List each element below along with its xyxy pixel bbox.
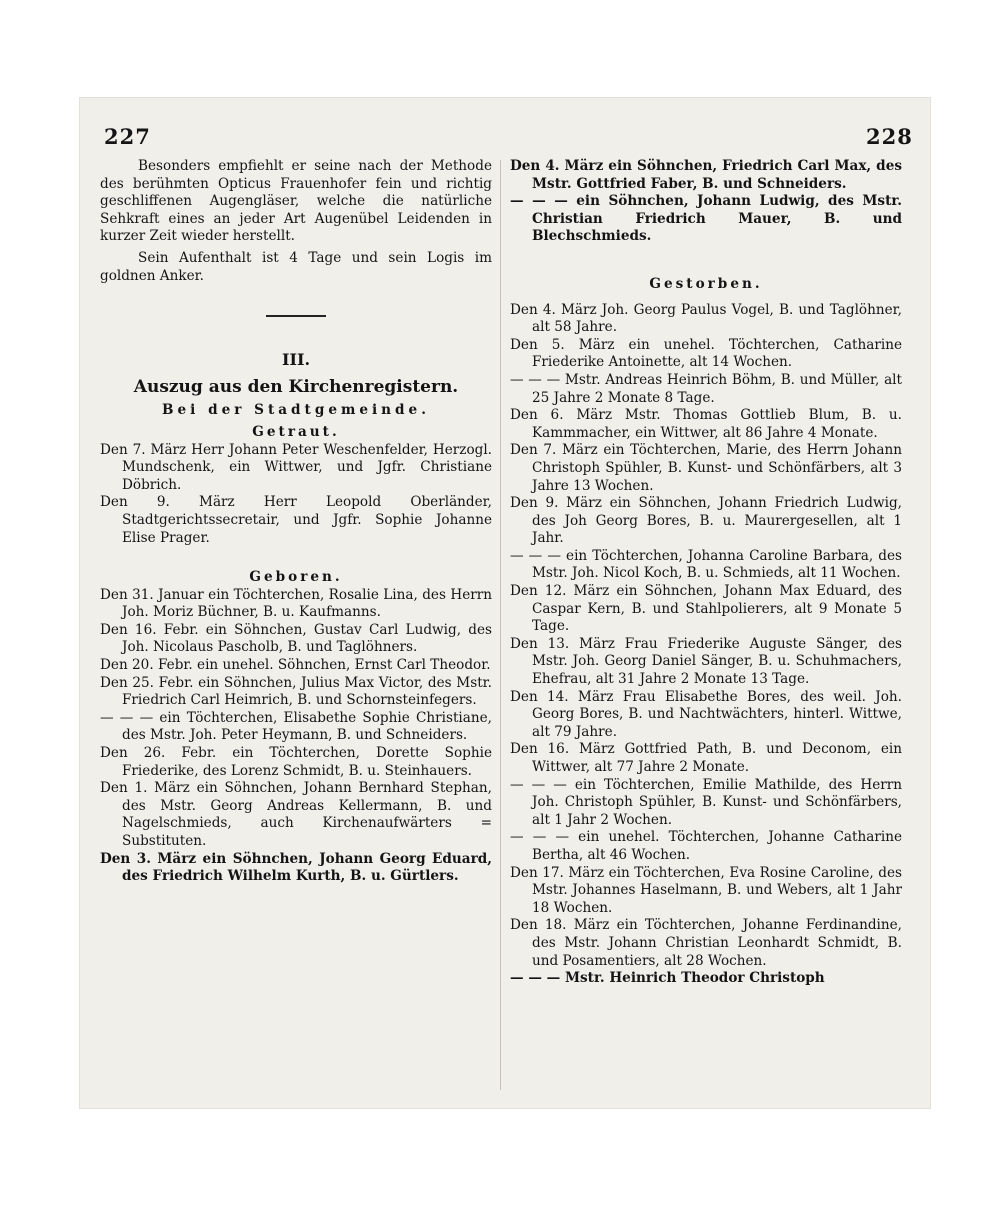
register-entry: — — — Mstr. Heinrich Theodor Christoph xyxy=(510,970,825,987)
gestorben-list xyxy=(510,302,902,988)
separator-rule xyxy=(266,315,326,317)
register-entry: — — — ein unehel. Töchterchen, Johanne Catharine Bertha, alt 46 Wochen. xyxy=(510,829,902,863)
getraut-list xyxy=(100,442,492,548)
register-entry: Den 7. März ein Töchterchen, Marie, des Herrn Johann Christoph Spühler, B. Kunst- und Schönfärbers, alt 3 Jahre 13 Wochen. xyxy=(510,442,902,494)
geboren-heading: Geboren. xyxy=(249,569,343,586)
register-entry: — — — ein Töchterchen, Johanna Caroline Barbara, des Mstr. Joh. Nicol Koch, B. u. Schmieds, alt 11 Wochen. xyxy=(510,547,902,582)
register-entry: — — — Mstr. Andreas Heinrich Böhm, B. und Müller, alt 25 Jahre 2 Monate 8 Tage. xyxy=(510,371,902,406)
geboren-list xyxy=(100,587,492,886)
left-column xyxy=(100,158,492,886)
subsection-title: Bei der Stadtgemeinde. xyxy=(162,402,430,419)
page-number-right: 228 xyxy=(866,124,913,149)
register-entry: — — — ein Töchterchen, Emilie Mathilde, des Herrn Joh. Christoph Spühler, B. Kunst- und Schönfärbers, alt 1 Jahr 2 Wochen. xyxy=(510,776,902,828)
section-number: III. xyxy=(281,350,311,370)
right-column xyxy=(510,158,902,988)
register-entry: Den 20. Febr. ein unehel. Söhnchen, Ernst Carl Theodor. xyxy=(100,657,491,674)
geboren-continued-list xyxy=(510,158,902,246)
register-entry: Den 9. März Herr Leopold Oberländer, Stadtgerichtssecretair, und Jgfr. Sophie Johanne Elise Prager. xyxy=(100,494,492,546)
register-entry: Den 12. März ein Söhnchen, Johann Max Eduard, des Caspar Kern, B. und Stahlpolierers, alt 9 Monate 5 Tage. xyxy=(510,583,902,635)
register-entry: — — — ein Töchterchen, Elisabethe Sophie Christiane, des Mstr. Joh. Peter Heymann, B. und Schneiders. xyxy=(100,709,492,744)
page-number-left: 227 xyxy=(104,124,151,149)
paragraph: Besonders empfiehlt er seine nach der Methode des berühmten Opticus Frauenhofer fein und richtig geschliffenen Augengläser, welche die natürliche Sehkraft eines an jeder Art Augenübel Leidenden in kurzer Zeit wieder herstellt. xyxy=(100,158,492,245)
register-entry: Den 4. März ein Söhnchen, Friedrich Carl Max, des Mstr. Gottfried Faber, B. und Schneiders. xyxy=(510,158,902,192)
register-entry: Den 14. März Frau Elisabethe Bores, des weil. Joh. Georg Bores, B. und Nachtwächters, hinterl. Wittwe, alt 79 Jahre. xyxy=(510,688,902,740)
register-entry: Den 25. Febr. ein Söhnchen, Julius Max Victor, des Mstr. Friedrich Carl Heimrich, B. und Schornsteinfegers. xyxy=(100,674,492,709)
register-entry: Den 1. März ein Söhnchen, Johann Bernhard Stephan, des Mstr. Georg Andreas Kellermann, B. und Nagelschmieds, auch Kirchenaufwärters = Substituten. xyxy=(100,780,492,849)
register-entry: Den 6. März Mstr. Thomas Gottlieb Blum, B. u. Kammmacher, ein Wittwer, alt 86 Jahre 4 Monate. xyxy=(510,407,902,441)
register-entry: Den 13. März Frau Friederike Auguste Sänger, des Mstr. Joh. Georg Daniel Sänger, B. u. Schuhmachers, Ehefrau, alt 31 Jahre 2 Monate 13 Tage. xyxy=(510,635,902,688)
register-entry: Den 3. März ein Söhnchen, Johann Georg Eduard, des Friedrich Wilhelm Kurth, B. u. Gürtlers. xyxy=(100,850,492,885)
getraut-heading: Getraut. xyxy=(252,423,340,440)
register-entry: Den 7. März Herr Johann Peter Weschenfelder, Herzogl. Mundschenk, ein Wittwer, und Jgfr. Christiane Döbrich. xyxy=(100,441,492,493)
register-entry: Den 4. März Joh. Georg Paulus Vogel, B. und Taglöhner, alt 58 Jahre. xyxy=(510,301,902,336)
paragraph: Sein Aufenthalt ist 4 Tage und sein Logis im goldnen Anker. xyxy=(100,249,492,284)
section-title: Auszug aus den Kirchenregistern. xyxy=(133,376,459,397)
register-entry: Den 5. März ein unehel. Töchterchen, Catharine Friederike Antoinette, alt 14 Wochen. xyxy=(510,336,902,371)
register-entry: Den 9. März ein Söhnchen, Johann Friedrich Ludwig, des Joh Georg Bores, B. u. Maurergesellen, alt 1 Jahr. xyxy=(510,495,902,547)
gestorben-heading: Gestorben. xyxy=(649,275,763,292)
register-entry: Den 26. Febr. ein Töchterchen, Dorette Sophie Friederike, des Lorenz Schmidt, B. u. Steinhauers. xyxy=(100,745,492,779)
register-entry: Den 31. Januar ein Töchterchen, Rosalie Lina, des Herrn Joh. Moriz Büchner, B. u. Kaufmanns. xyxy=(100,586,492,621)
register-entry: Den 16. Febr. ein Söhnchen, Gustav Carl Ludwig, des Joh. Nicolaus Pascholb, B. und Taglöhners. xyxy=(100,621,492,656)
register-entry: Den 16. März Gottfried Path, B. und Deconom, ein Wittwer, alt 77 Jahre 2 Monate. xyxy=(510,741,902,775)
register-entry: — — — ein Söhnchen, Johann Ludwig, des Mstr. Christian Friedrich Mauer, B. und Blechschmieds. xyxy=(510,193,902,245)
column-divider xyxy=(500,160,501,1090)
register-entry: Den 18. März ein Töchterchen, Johanne Ferdinandine, des Mstr. Johann Christian Leonhardt Schmidt, B. und Posamentiers, alt 28 Wochen. xyxy=(510,917,902,969)
register-entry: Den 17. März ein Töchterchen, Eva Rosine Caroline, des Mstr. Johannes Haselmann, B. und Webers, alt 1 Jahr 18 Wochen. xyxy=(510,864,902,916)
